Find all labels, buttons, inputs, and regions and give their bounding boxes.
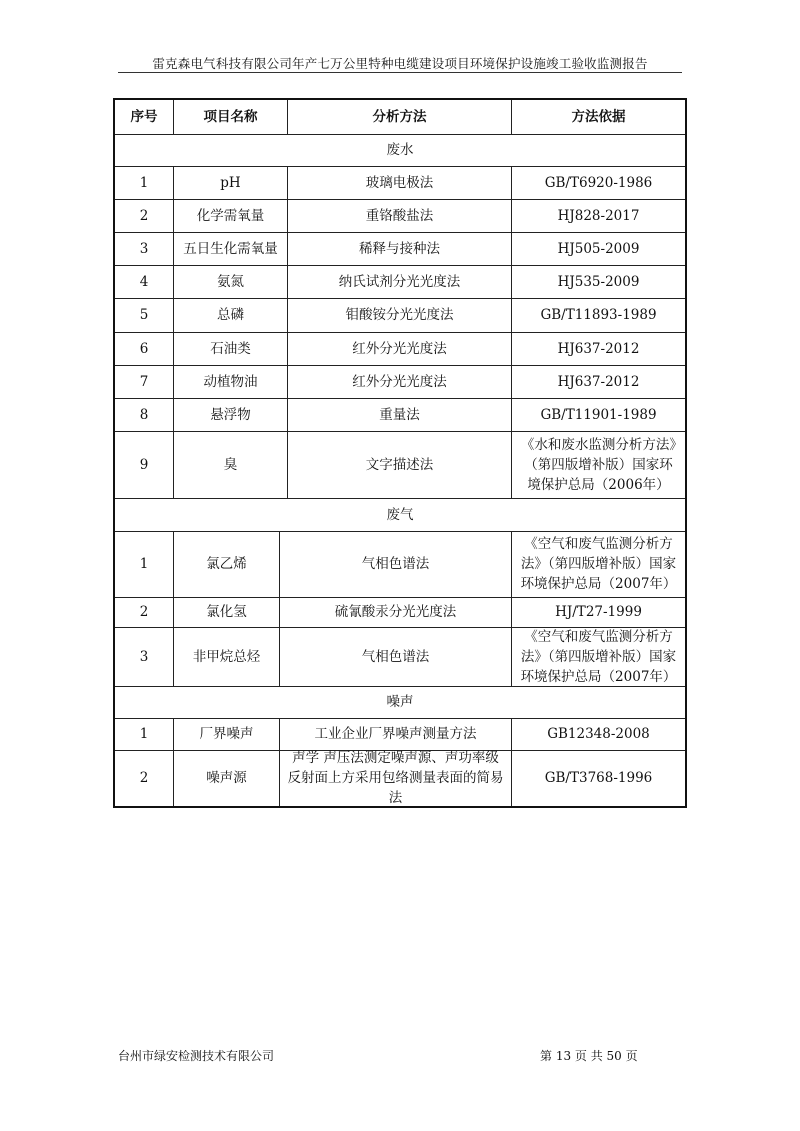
- cell-method: 文字描述法: [287, 431, 511, 498]
- cell-basis: HJ/T27-1999: [511, 597, 685, 627]
- cell-item: 氨氮: [173, 265, 287, 298]
- col-header-basis: 方法依据: [511, 100, 685, 134]
- table-row: [115, 398, 685, 432]
- cell-basis: GB12348-2008: [511, 718, 685, 750]
- cell-item: 石油类: [173, 332, 287, 365]
- cell-basis: 《水和废水监测分析方法》（第四版增补版）国家环境保护总局（2006年）: [511, 431, 685, 498]
- cell-index: 5: [139, 307, 149, 323]
- table-row: [115, 332, 685, 366]
- table-row: [115, 265, 685, 299]
- cell-item: 动植物油: [173, 365, 287, 398]
- cell-basis: HJ505-2009: [511, 232, 685, 265]
- cell-index: 1: [139, 726, 149, 742]
- table-row: [115, 166, 685, 200]
- table-row: [115, 597, 685, 628]
- cell-basis: HJ828-2017: [511, 199, 685, 232]
- cell-basis: HJ637-2012: [511, 365, 685, 398]
- cell-index: 9: [139, 456, 149, 473]
- table-row: [115, 431, 685, 499]
- cell-index: 2: [139, 207, 149, 224]
- cell-method: 红外分光光度法: [287, 365, 511, 398]
- cell-basis: HJ637-2012: [511, 332, 685, 365]
- table-row: [115, 298, 685, 333]
- table-row: [115, 627, 685, 687]
- cell-method: 工业企业厂界噪声测量方法: [279, 718, 511, 750]
- cell-item: 臭: [173, 431, 287, 498]
- cell-item: 五日生化需氧量: [173, 232, 287, 265]
- cell-index: 6: [139, 340, 149, 357]
- cell-item: 非甲烷总烃: [173, 627, 279, 686]
- cell-method: 硫氰酸汞分光光度法: [279, 597, 511, 627]
- cell-method: 重量法: [287, 398, 511, 431]
- cell-method: 声学 声压法测定噪声源、声功率级反射面上方采用包络测量表面的简易法: [279, 750, 511, 806]
- cell-index: 1: [139, 556, 149, 572]
- table-row: [115, 718, 685, 751]
- cell-item: 厂界噪声: [173, 718, 279, 750]
- footer-company: 台州市绿安检测技术有限公司: [118, 1049, 275, 1063]
- table-row: [115, 531, 685, 598]
- col-header-index: 序号: [130, 109, 158, 125]
- cell-method: 钼酸铵分光光度法: [287, 298, 511, 332]
- cell-method: 重铬酸盐法: [287, 199, 511, 232]
- cell-item: 氯乙烯: [173, 531, 279, 597]
- cell-item: pH: [173, 166, 287, 199]
- cell-basis: GB/T11901-1989: [511, 398, 685, 431]
- section-row-noise: [115, 686, 685, 719]
- cell-index: 1: [139, 174, 149, 191]
- cell-index: 3: [139, 648, 149, 665]
- cell-item: 悬浮物: [173, 398, 287, 431]
- cell-index: 2: [139, 770, 149, 786]
- cell-item: 氯化氢: [173, 597, 279, 627]
- table-header-row: [115, 100, 685, 135]
- cell-basis: GB/T6920-1986: [511, 166, 685, 199]
- cell-index: 7: [139, 373, 149, 390]
- table-row: [115, 232, 685, 266]
- cell-basis: 《空气和废气监测分析方法》（第四版增补版）国家环境保护总局（2007年）: [511, 531, 685, 597]
- section-title: 废水: [386, 142, 414, 158]
- section-row-waste-gas: [115, 498, 685, 532]
- cell-item: 总磷: [173, 298, 287, 332]
- cell-basis: GB/T3768-1996: [511, 750, 685, 806]
- footer-page-number: 第 13 页 共 50 页: [540, 1049, 638, 1063]
- section-title: 噪声: [386, 694, 414, 710]
- table-row: [115, 750, 685, 806]
- section-title: 废气: [386, 506, 414, 523]
- header-rule: [118, 72, 682, 73]
- page-header-title: 雷克森电气科技有限公司年产七万公里特种电缆建设项目环境保护设施竣工验收监测报告: [152, 56, 648, 71]
- cell-index: 2: [139, 604, 149, 620]
- methods-table: [113, 98, 687, 808]
- cell-method: 气相色谱法: [279, 627, 511, 686]
- table-row: [115, 199, 685, 233]
- cell-basis: GB/T11893-1989: [511, 298, 685, 332]
- col-header-item: 项目名称: [173, 100, 287, 134]
- cell-method: 红外分光光度法: [287, 332, 511, 365]
- cell-index: 3: [139, 240, 149, 257]
- cell-method: 气相色谱法: [279, 531, 511, 597]
- cell-item: 化学需氧量: [173, 199, 287, 232]
- section-row-wastewater: [115, 134, 685, 167]
- cell-method: 稀释与接种法: [287, 232, 511, 265]
- col-header-method: 分析方法: [287, 100, 511, 134]
- cell-method: 玻璃电极法: [287, 166, 511, 199]
- cell-index: 4: [139, 273, 149, 290]
- cell-method: 纳氏试剂分光光度法: [287, 265, 511, 298]
- cell-basis: HJ535-2009: [511, 265, 685, 298]
- cell-item: 噪声源: [173, 750, 279, 806]
- table-row: [115, 365, 685, 399]
- cell-index: 8: [139, 406, 149, 423]
- cell-basis: 《空气和废气监测分析方法》（第四版增补版）国家环境保护总局（2007年）: [511, 627, 685, 686]
